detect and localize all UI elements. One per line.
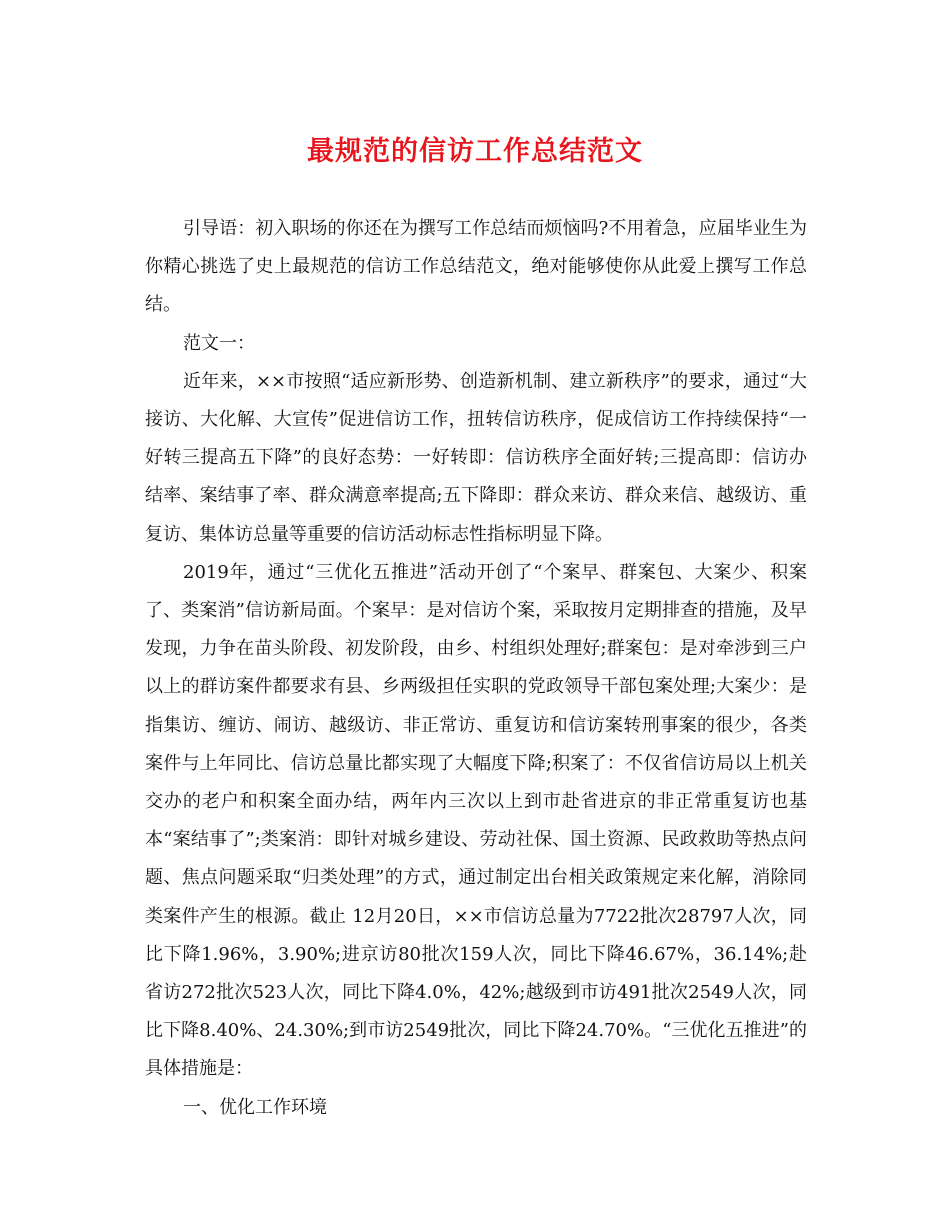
intro-paragraph: 引导语：初入职场的你还在为撰写工作总结而烦恼吗?不用着急，应届毕业生为你精心挑选了史上最规范的信访工作总结范文，绝对能够使你从此爱上撰写工作总结。 (145, 218, 807, 316)
document-body (145, 210, 807, 1127)
body-paragraph-overview: 近年来，××市按照“适应新形势、创造新机制、建立新秩序”的要求，通过“大接访、大化解、大宣传”促进信访工作，扭转信访秩序，促成信访工作持续保持“一好转三提高五下降”的良好态势：一好转即：信访秩序全面好转;三提高即：信访办结率、案结事了率、群众满意率提高;五下降即：群众来访、群众来信、越级访、重复访、集体访总量等重要的信访活动标志性指标明显下降。 (145, 370, 807, 545)
sample-heading: 范文一： (183, 332, 255, 354)
document-title: 最规范的信访工作总结范文 (307, 136, 643, 167)
body-paragraph-statistics: 2019年，通过“三优化五推进”活动开创了“个案早、群案包、大案少、积案了、类案消”信访新局面。个案早：是对信访个案，采取按月定期排查的措施，及早发现，力争在苗头阶段、初发阶段，由乡、村组织处理好;群案包：是对牵涉到三户以上的群访案件都要求有县、乡两级担任实职的党政领导干部包案处理;大案少：是指集访、缠访、闹访、越级访、非正常访、重复访和信访案转刑事案的很少，各类案件与上年同比、信访总量比都实现了大幅度下降;积案了：不仅省信访局以上机关交办的老户和积案全面办结，两年内三次以上到市赴省进京的非正常重复访也基本“案结事了”;类案消：即针对城乡建设、劳动社保、国土资源、民政救助等热点问题、焦点问题采取“归类处理”的方式，通过制定出台相关政策规定来化解，消除同类案件产生的根源。截止 12月20日，××市信访总量为7722批次28797人次，同比下降1.96%，3.90%;进京访80批次159人次，同比下降46.67%，36.14%;赴省访272批次523人次，同比下降4.0%，42%;越级到市访491批次2549人次，同比下降8.40%、24.30%;到市访2549批次，同比下降24.70%。“三优化五推进”的具体措施是： (145, 561, 807, 1080)
section-heading: 一、优化工作环境 (183, 1096, 327, 1118)
